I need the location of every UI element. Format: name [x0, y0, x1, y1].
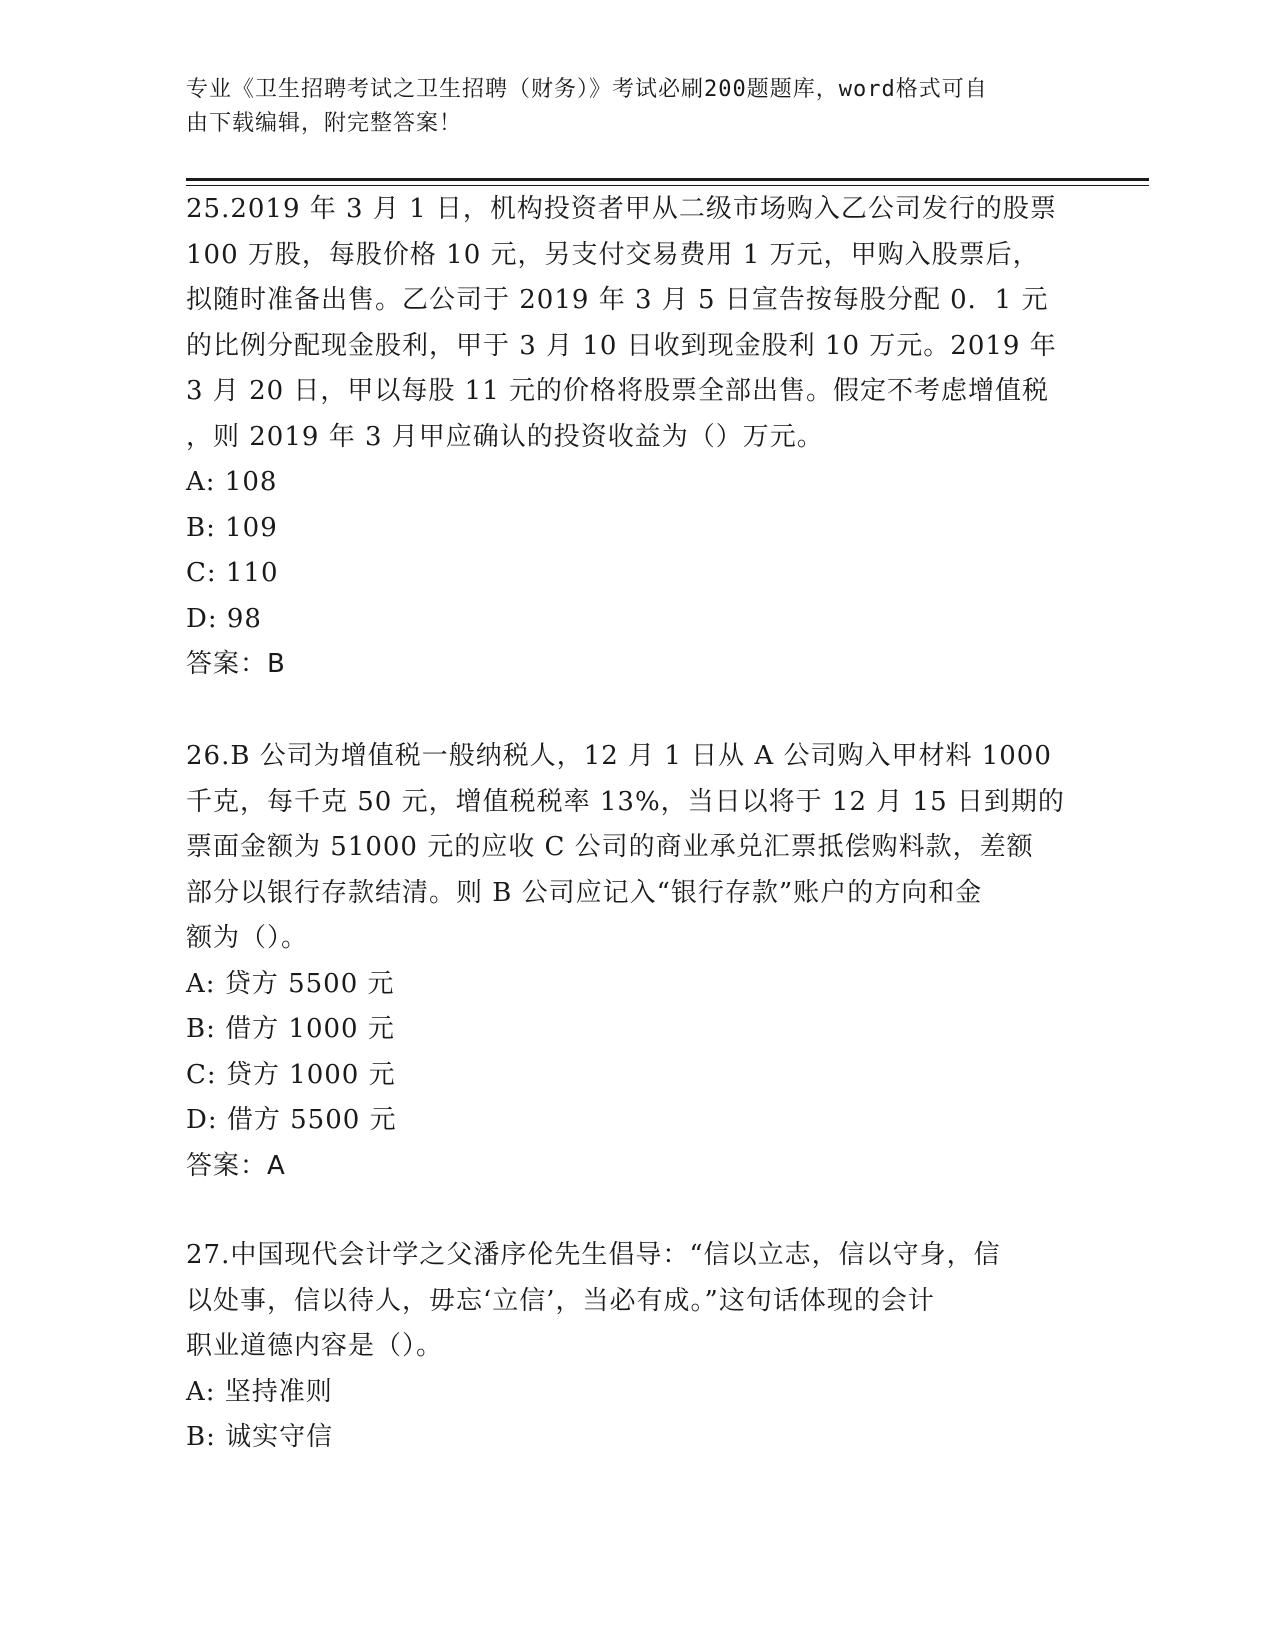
question-stem	[186, 734, 1086, 962]
stem-line: ，则 2019 年 3 月甲应确认的投资收益为（）万元。	[186, 421, 824, 452]
stem-line: 千克，每千克 50 元，增值税税率 13%，当日以将于 12 月 15 日到期的	[186, 786, 1065, 817]
stem-line: 额为（）。	[186, 923, 309, 953]
header-title-line-2: 由下载编辑，附完整答案！	[186, 111, 463, 136]
header-title-line-1: 专业《卫生招聘考试之卫生招聘（财务）》考试必刷200题题库，word格式可自	[186, 77, 988, 102]
stem-line: 票面金额为 51000 元的应收 C 公司的商业承兑汇票抵偿购料款，差额	[186, 832, 1034, 862]
option-d: D: 借方 5500 元	[186, 1105, 397, 1135]
header-divider-thick	[186, 178, 1149, 181]
stem-line: 的比例分配现金股利，甲于 3 月 10 日收到现金股利 10 万元。2019 年	[186, 330, 1057, 361]
stem-line: 25.2019 年 3 月 1 日，机构投资者甲从二级市场购入乙公司发行的股票	[186, 194, 1057, 224]
header-divider-thin	[186, 185, 1149, 186]
option-b: B: 诚实守信	[186, 1422, 334, 1452]
question-27	[186, 1233, 1086, 1461]
option-c: C: 110	[186, 558, 279, 588]
question-25	[186, 187, 1086, 688]
option-a: A: 贷方 5500 元	[186, 968, 395, 999]
stem-line: 拟随时准备出售。乙公司于 2019 年 3 月 5 日宣告按每股分配 0．1 元	[186, 285, 1049, 315]
stem-line: 26.B 公司为增值税一般纳税人，12 月 1 日从 A 公司购入甲材料 1000	[186, 741, 1052, 771]
option-d: D: 98	[186, 603, 262, 634]
stem-line: 27.中国现代会计学之父潘序伦先生倡导：“信以立志，信以守身，信	[186, 1240, 1001, 1270]
stem-line: 职业道德内容是（）。	[186, 1331, 444, 1361]
stem-line: 100 万股，每股价格 10 元，另支付交易费用 1 万元，甲购入股票后，	[186, 239, 1040, 270]
option-a: A: 108	[186, 467, 278, 497]
answer-label: 答案：B	[186, 649, 286, 679]
question-stem	[186, 1233, 1086, 1370]
option-b: B: 借方 1000 元	[186, 1014, 395, 1044]
stem-line: 部分以银行存款结清。则 B 公司应记入“银行存款”账户的方向和金	[186, 877, 983, 908]
option-a: A: 坚持准则	[186, 1376, 333, 1407]
option-c: C: 贷方 1000 元	[186, 1059, 396, 1090]
stem-line: 3 月 20 日，甲以每股 11 元的价格将股票全部出售。假定不考虑增值税	[186, 376, 1050, 406]
document-header	[186, 73, 1086, 141]
answer-label: 答案：A	[186, 1150, 286, 1181]
option-b: B: 109	[186, 512, 278, 543]
stem-line: 以处事，信以待人，毋忘‘立信’，当必有成。”这句话体现的会计	[186, 1285, 935, 1316]
question-26	[186, 734, 1086, 1189]
question-stem	[186, 187, 1086, 460]
